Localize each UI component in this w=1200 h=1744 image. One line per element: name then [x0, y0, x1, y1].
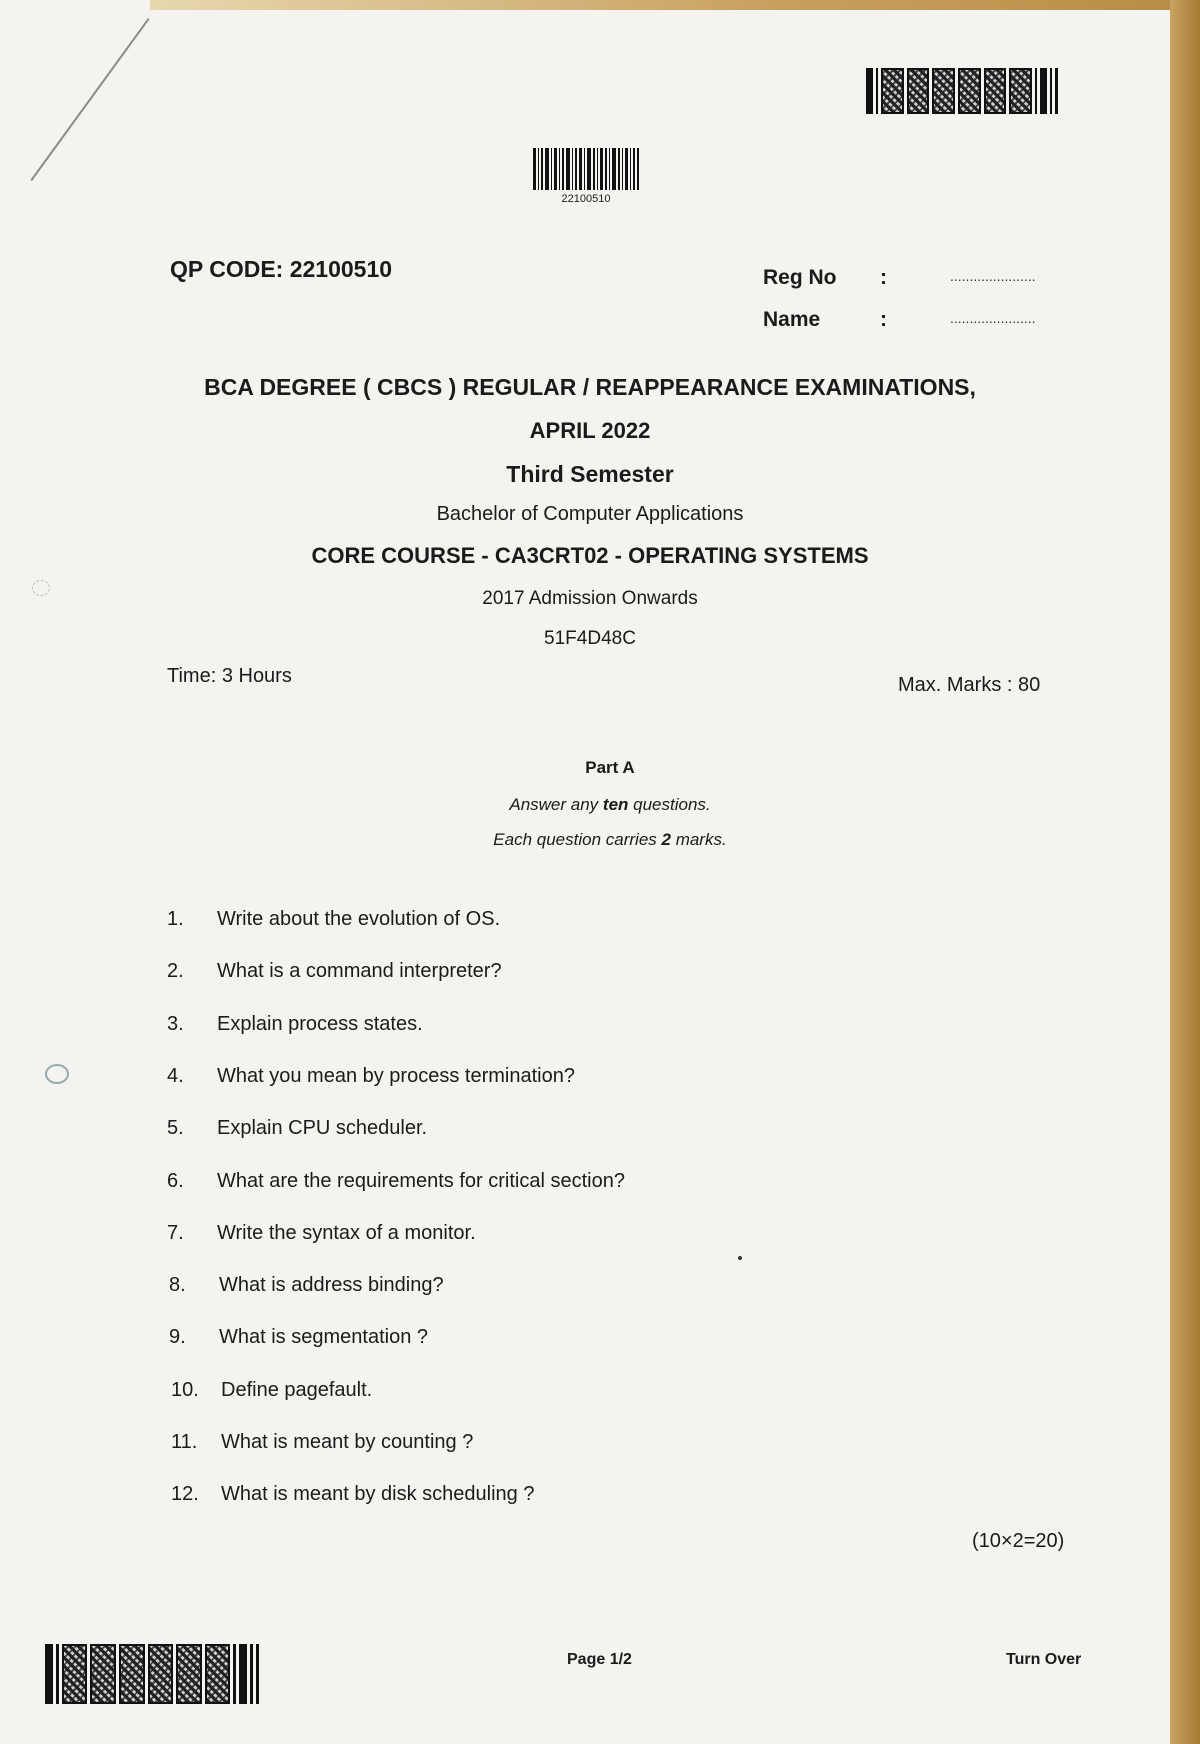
programme: Bachelor of Computer Applications: [436, 503, 744, 525]
exam-title: BCA DEGREE ( CBCS ) REGULAR / REAPPEARANCE EXAMINATIONS,: [204, 374, 976, 400]
course-title: CORE COURSE - CA3CRT02 - OPERATING SYSTEMS: [311, 543, 869, 568]
question-number: 7.: [167, 1222, 184, 1244]
question-text: What you mean by process termination?: [217, 1065, 575, 1087]
question-number: 11.: [171, 1431, 198, 1453]
paper-edge-right: [1170, 0, 1200, 1744]
paper-code: 51F4D48C: [544, 628, 636, 649]
question-number: 12.: [171, 1483, 199, 1505]
stain-mark: [32, 580, 50, 596]
question-number: 9.: [169, 1326, 186, 1348]
question-text: What are the requirements for critical section?: [217, 1170, 625, 1192]
qp-code: QP CODE: 22100510: [170, 256, 393, 282]
question-number: 8.: [169, 1274, 186, 1296]
barcode-bottom-left-icon: [45, 1644, 259, 1704]
name-field[interactable]: ......................: [950, 310, 1036, 326]
barcode-top-right-icon: [866, 68, 1058, 114]
question-number: 2.: [167, 960, 184, 982]
part-instruction: Answer any ten questions.: [509, 795, 711, 814]
name-colon: :: [880, 308, 887, 331]
barcode-icon: [533, 148, 639, 190]
question-number: 6.: [167, 1170, 184, 1192]
exam-session: APRIL 2022: [529, 418, 651, 443]
question-number: 1.: [167, 908, 184, 930]
turn-over-note: Turn Over: [1006, 1651, 1082, 1668]
part-total: (10×2=20): [972, 1530, 1065, 1552]
reg-no-field[interactable]: ......................: [950, 268, 1036, 284]
page-number: Page 1/2: [567, 1651, 632, 1668]
question-number: 10.: [171, 1379, 199, 1401]
question-text: Explain CPU scheduler.: [217, 1117, 428, 1139]
question-text: Write about the evolution of OS.: [217, 908, 501, 930]
question-number: 3.: [167, 1013, 184, 1035]
question-text: What is segmentation ?: [219, 1326, 428, 1348]
question-number: 5.: [167, 1117, 184, 1139]
question-text: What is a command interpreter?: [217, 960, 502, 982]
question-text: What is meant by counting ?: [221, 1431, 474, 1453]
stain-mark: [45, 1064, 69, 1084]
admission-note: 2017 Admission Onwards: [482, 588, 698, 609]
question-text: Define pagefault.: [221, 1379, 373, 1401]
question-number: 4.: [167, 1065, 184, 1087]
question-text: What is address binding?: [219, 1274, 444, 1296]
name-label: Name: [763, 308, 821, 331]
reg-no-label: Reg No: [763, 266, 837, 289]
max-marks: Max. Marks : 80: [898, 674, 1041, 696]
part-marks-note: Each question carries 2 marks.: [493, 830, 727, 849]
exam-time: Time: 3 Hours: [167, 665, 292, 687]
question-text: What is meant by disk scheduling ?: [221, 1483, 535, 1505]
reg-no-colon: :: [880, 266, 887, 289]
ink-dot: [738, 1256, 742, 1260]
question-text: Explain process states.: [217, 1013, 423, 1035]
barcode-number: 22100510: [561, 193, 611, 205]
paper-edge-top: [150, 0, 1200, 10]
semester: Third Semester: [506, 461, 674, 487]
question-text: Write the syntax of a monitor.: [217, 1222, 476, 1244]
part-heading: Part A: [585, 758, 635, 777]
